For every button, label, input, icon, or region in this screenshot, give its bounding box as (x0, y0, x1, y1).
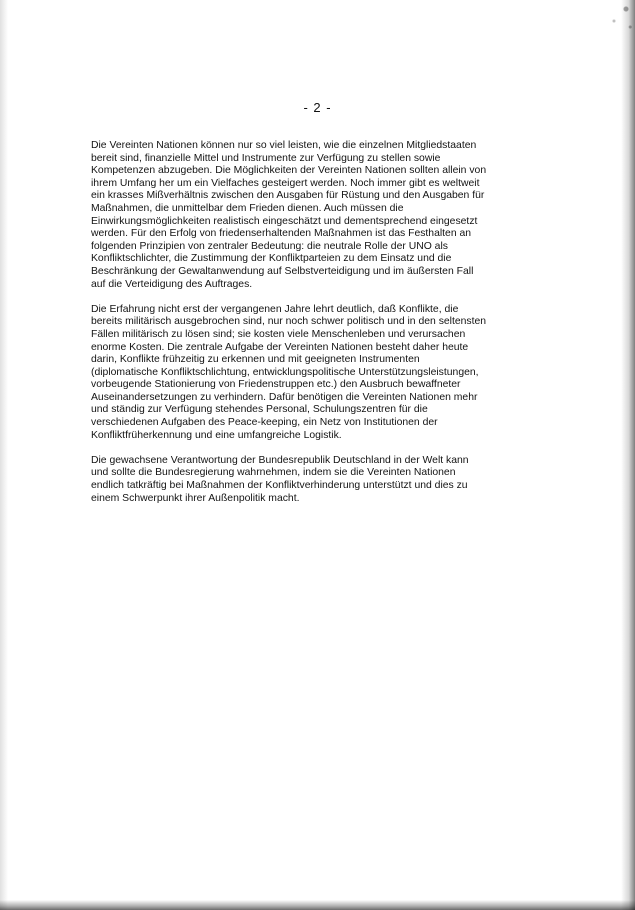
text-line: Einwirkungsmöglichkeiten realistisch eingeschätzt und dementsprechend eingesetzt (91, 215, 478, 227)
text-line: vorbeugende Stationierung von Friedenstruppen etc.) den Ausbruch bewaffneter (91, 379, 461, 391)
scan-shadow-bottom (0, 900, 635, 910)
text-line: werden. Für den Erfolg von friedenserhaltenden Maßnahmen ist das Festhalten an (91, 228, 472, 240)
text-line: Konfliktfrüherkennung und eine umfangreiche Logistik. (91, 429, 342, 441)
scan-shadow-right (621, 0, 635, 910)
text-line: einem Schwerpunkt ihrer Außenpolitik macht. (91, 492, 300, 504)
paragraph-1 (91, 140, 536, 291)
body-text (91, 140, 536, 518)
text-line: bereits militärisch ausgebrochen sind, nur noch schwer politisch und in den seltensten (91, 316, 487, 328)
text-line: ihrem Umfang her um ein Vielfaches gesteigert werden. Noch immer gibt es weltweit (91, 177, 480, 189)
scan-shadow-left (0, 0, 8, 910)
text-line: Die Vereinten Nationen können nur so viel leisten, wie die einzelnen Mitgliedstaaten (91, 140, 477, 151)
text-line: (diplomatische Konfliktschlichtung, entwicklungspolitische Unterstützungsleistungen, (91, 366, 479, 378)
text-line: Beschränkung der Gewaltanwendung auf Selbstverteidigung und im äußersten Fall (91, 265, 474, 277)
text-line: Maßnahmen, die unmittelbar dem Frieden dienen. Auch müssen die (91, 202, 404, 214)
paragraph-2 (91, 304, 536, 443)
text-line: folgenden Prinzipien von zentraler Bedeutung: die neutrale Rolle der UNO als (91, 240, 448, 252)
scan-speckles (575, 0, 635, 60)
text-line: ein krasses Mißverhältnis zwischen den Ausgaben für Rüstung und den Ausgaben für (91, 190, 485, 202)
text-line: Die Erfahrung nicht erst der vergangenen Jahre lehrt deutlich, daß Konflikte, die (91, 303, 459, 315)
text-line: endlich tatkräftig bei Maßnahmen der Konfliktverhinderung unterstützt und dies zu (91, 480, 468, 492)
text-line: enorme Kosten. Die zentrale Aufgabe der Vereinten Nationen besteht daher heute (91, 341, 469, 353)
text-line: Fällen militärisch zu lösen sind; sie kosten viele Menschenleben und verursachen (91, 328, 466, 340)
page-number: - 2 - (303, 100, 332, 115)
text-line: verschiedenen Aufgaben des Peace-keeping, ein Netz von Institutionen der (91, 417, 438, 429)
text-line: Die gewachsene Verantwortung der Bundesrepublik Deutschland in der Welt kann (91, 454, 469, 466)
text-line: und sollte die Bundesregierung wahrnehmen, indem sie die Vereinten Nationen (91, 467, 456, 479)
text-line: Auseinandersetzungen zu verhindern. Dafür benötigen die Vereinten Nationen mehr (91, 391, 478, 403)
text-line: auf die Verteidigung des Auftrages. (91, 278, 253, 290)
paragraph-3 (91, 455, 536, 505)
text-line: und ständig zur Verfügung stehendes Personal, Schulungszentren für die (91, 404, 428, 416)
text-line: bereit sind, finanzielle Mittel und Instrumente zur Verfügung zu stellen sowie (91, 152, 441, 164)
text-line: darin, Konflikte frühzeitig zu erkennen und mit geeigneten Instrumenten (91, 354, 420, 366)
text-line: Konfliktschlichter, die Zustimmung der Konfliktparteien zu dem Einsatz und die (91, 253, 452, 265)
text-line: Kompetenzen abzugeben. Die Möglichkeiten der Vereinten Nationen sollten allein von (91, 165, 487, 177)
